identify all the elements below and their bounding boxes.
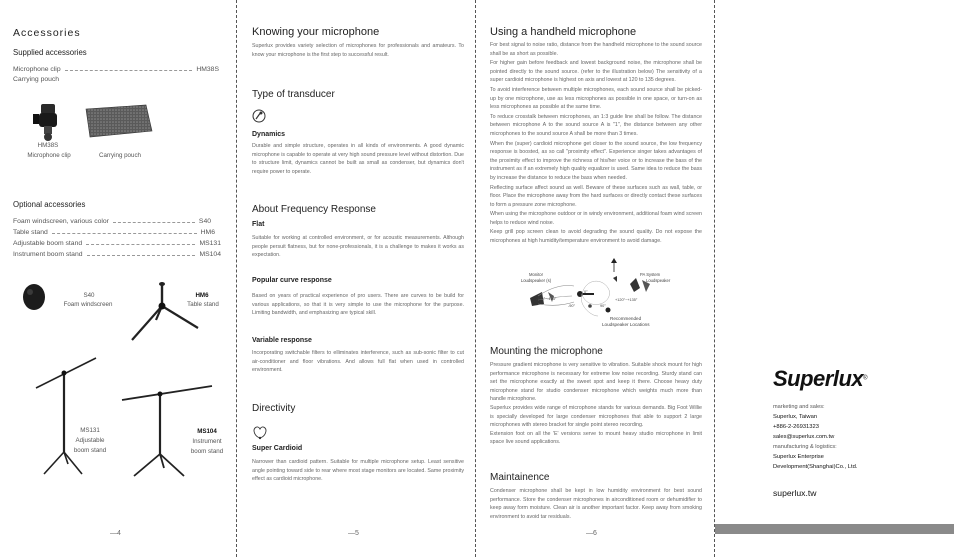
optional-row: Adjustable boom stand MS131 — [13, 240, 221, 247]
usage-paragraph: When using the microphone outdoor or in windy environment, additional foam wind screen helps to reduce wind noise. — [490, 211, 702, 226]
page-accessories — [0, 0, 236, 557]
contact-line: manufacturing & logistics: — [773, 444, 837, 450]
optional-row: Foam windscreen, various color S40 — [13, 218, 211, 225]
contact-line: Superlux, Taiwan — [773, 414, 818, 420]
cardioid-text: Narrower than cardioid pattern. Suitable for multiple microphone setup. Least sensitive angle pointing toward side to rear where most stage monitors are located. Same proximity effect as cardioid microphone. — [252, 459, 464, 483]
cardioid-title: Super Cardioid — [252, 445, 303, 452]
page-number: —5 — [348, 530, 359, 537]
mounting-text: Extension foot on all the 'E' versions serve to mount heavy studio microphone in limit space live sound applications. — [490, 430, 702, 446]
mounting-text: Superlux provides wide range of microphone stands for various demands. Big Foot Willie is specially developed for large condenser microphones that able to support 2 large microphones with stereo bracket for single point stereo recording. — [490, 404, 702, 429]
footer-bar — [715, 524, 954, 534]
contact-line: Superlux Enterprise — [773, 454, 824, 460]
s40-name: Foam windscreen — [63, 301, 113, 308]
usage-paragraph: When the (super) cardioid microphone get closer to the sound source, the low frequency response is boosted, as so call "proximity effect". Experience singer takes advantages of the proximity effect to improve the richness of his/her voice or to increase the bass of the instrument as if an extremely high quality equalizer is used. Same idea to reduce the bass by increase the distance to reduce the bass when needed. — [490, 140, 702, 181]
monitor-label-1: Monitor — [529, 272, 543, 277]
loudspeaker-diagram — [490, 258, 702, 334]
monitor-label-2: Loudspeaker (s) — [520, 278, 552, 283]
page-using-microphone — [490, 0, 702, 557]
supplied-row: Carrying pouch — [13, 76, 60, 83]
mounting-text: Pressure gradient microphone is very sensitive to vibration. Suitable shock mount for high performance microphone is necessary for extreme low noise recording. Sturdy stand can set the microphone exactly at the sweet spot and keep it there. Choose heavy duty microphone stand for studio condenser microphone which weights much more than handle microphone. — [490, 362, 702, 403]
section-title: Knowing your microphone — [252, 26, 380, 38]
microphone-clip-image — [30, 100, 64, 142]
pa-speaker-icon — [630, 278, 640, 292]
maint-text: Condenser microphone shall be kept in low humidity environment for best sound performance. Store the condenser microphones in airconditioned room or dehumidifier to keep away form moisture. Clean air is another important factor. Keep away from smoking environment to avoid tar residuals. — [490, 488, 702, 520]
usage-paragraph: Reflecting surface affect sound as well. Beware of these surfaces such as wall, table, or floor. Place the microphone away from the hard surfaces or directly contact these surfaces to form a pressure zone microphone. — [490, 184, 702, 208]
directivity-title: Directivity — [252, 403, 296, 414]
angle-left: -120°~-135° — [536, 297, 557, 301]
dynamics-title: Dynamics — [252, 131, 286, 138]
angle-right: +120°~+135° — [615, 298, 638, 302]
rec-label-1: Recommended — [610, 316, 642, 321]
mounting-title: Mounting the microphone — [490, 346, 603, 357]
table-stand-image — [126, 278, 206, 344]
clip-caption: Microphone clip — [27, 152, 71, 159]
hm6-code: HM6 — [195, 292, 209, 299]
transducer-title: Type of transducer — [252, 89, 335, 100]
website[interactable]: superlux.tw — [773, 488, 817, 498]
optional-row: Instrument boom stand MS104 — [13, 251, 221, 258]
page-title: Accessories — [13, 27, 81, 39]
mounting-body — [490, 361, 702, 447]
foam-windscreen-image — [20, 282, 48, 312]
angle-0: 0° — [584, 290, 588, 294]
ms104-name-1: Instrument — [192, 438, 222, 445]
super-cardioid-icon — [252, 424, 268, 440]
maint-title: Maintainence — [490, 472, 550, 483]
flat-text: Suitable for working at controlled environment, or for acoustic measurements. Although people persuit flatness, but for none-professionals, it is a challenge to makes it works as expectation. — [252, 235, 464, 259]
contact-block — [773, 402, 943, 472]
popular-text: Based on years of practical experience of pro users. There are curves to be build for various applications, so that it is very simple to use the microphone for the purpose. Limiting bandwidth, and emphasizing are typical skill. — [252, 293, 464, 317]
flat-title: Flat — [252, 221, 265, 228]
angle-90-right: 90° — [600, 304, 606, 308]
intro-text: Superlux provides variety selection of microphones for professionals and amateurs. To know your microphone is the first step to successful result. — [252, 43, 464, 58]
fold-line-1 — [236, 0, 237, 557]
ms131-name-1: Adjustable — [75, 437, 105, 444]
s40-code: S40 — [83, 292, 95, 299]
optional-row: Table stand HM6 — [13, 229, 215, 236]
variable-text: Incorporating switchable filters to elliminates interference, such as sub-sonic filter to cut air-conditioner and floor vibrations. And allows full flat when used in controlled environment. — [252, 350, 464, 374]
dynamic-mic-icon — [252, 108, 266, 124]
section-title: Using a handheld microphone — [490, 26, 637, 38]
usage-paragraph: For best signal to noise ratio, distance from the handheld microphone to the sound source shall be as short as possible. — [490, 42, 702, 57]
usage-paragraphs — [490, 41, 702, 247]
contact-line: +886-2-26931323 — [773, 424, 819, 430]
usage-paragraph: Keep grill pop screen clean to avoid degrading the sound quality. Do not expose the microphones at high humidity/temperature environment to avoid damage. — [490, 229, 702, 245]
carrying-pouch-image — [82, 103, 154, 139]
freq-title: About Frequency Response — [252, 204, 376, 215]
angle-90-left: -90° — [568, 304, 576, 308]
usage-paragraph: For higher gain before feedback and lowest background noise, the microphone shall be pointed directly to the sound source. (refer to the illustration below) The sensitivity of a super cardioid microphone is highest on axis and lowest at 120 to 135 degrees. — [490, 60, 702, 84]
ms131-code: MS131 — [80, 427, 100, 434]
optional-title: Optional accessories — [13, 200, 86, 209]
diagram-graphic — [490, 258, 702, 334]
ms131-name-2: boom stand — [73, 447, 107, 454]
contact-line: marketing and sales: — [773, 404, 825, 410]
pouch-caption: Carrying pouch — [99, 152, 141, 159]
contact-line: sales@superlux.com.tw — [773, 434, 835, 440]
pa-label-2: Loudspeaker — [646, 278, 671, 283]
contact-line: Development(Shanghai)Co., Ltd. — [773, 464, 858, 470]
page-number: —6 — [586, 530, 597, 537]
page-number: —4 — [110, 530, 121, 537]
adjustable-boom-stand-image — [30, 352, 100, 478]
hm6-name: Table stand — [187, 301, 219, 308]
back-cover — [715, 0, 954, 557]
clip-code: HM38S — [37, 142, 59, 149]
ms104-code: MS104 — [197, 428, 217, 435]
dynamics-text: Durable and simple structure, operates in all kinds of environments. A good dynamic microphone is capable to operate at very high sound pressure level without distortion. Due to structure limit, dynamics cannot be built as small as condenser, but dynamics don't require power to operate. — [252, 143, 464, 175]
supplied-row: Microphone clip HM38S — [13, 66, 219, 73]
variable-title: Variable response — [252, 337, 312, 344]
ms104-name-2: boom stand — [190, 448, 224, 455]
pa-label-1: PA System — [640, 272, 661, 277]
fold-line-2 — [475, 0, 476, 557]
superlux-logo: Superlux® — [773, 366, 868, 391]
rec-label-2: Loudspeaker Locations — [602, 322, 650, 327]
popular-title: Popular curve response — [252, 277, 332, 284]
usage-paragraph: To avoid interference between multiple microphones, each sound source shall be picked-up by one microphone, use as less microphones as possible in one space, or turn-on as less microphones as possible at the same time. — [490, 86, 702, 111]
page-knowing-microphone — [252, 0, 464, 557]
usage-paragraph: To reduce crosstalk between microphones, an 1:3 guide line shall be follow. The distance between microphone A to the sound source A is "1", the distance between any other microphones to the sound source A shall be more than 3 times. — [490, 113, 702, 137]
supplied-title: Supplied accessories — [13, 48, 87, 57]
